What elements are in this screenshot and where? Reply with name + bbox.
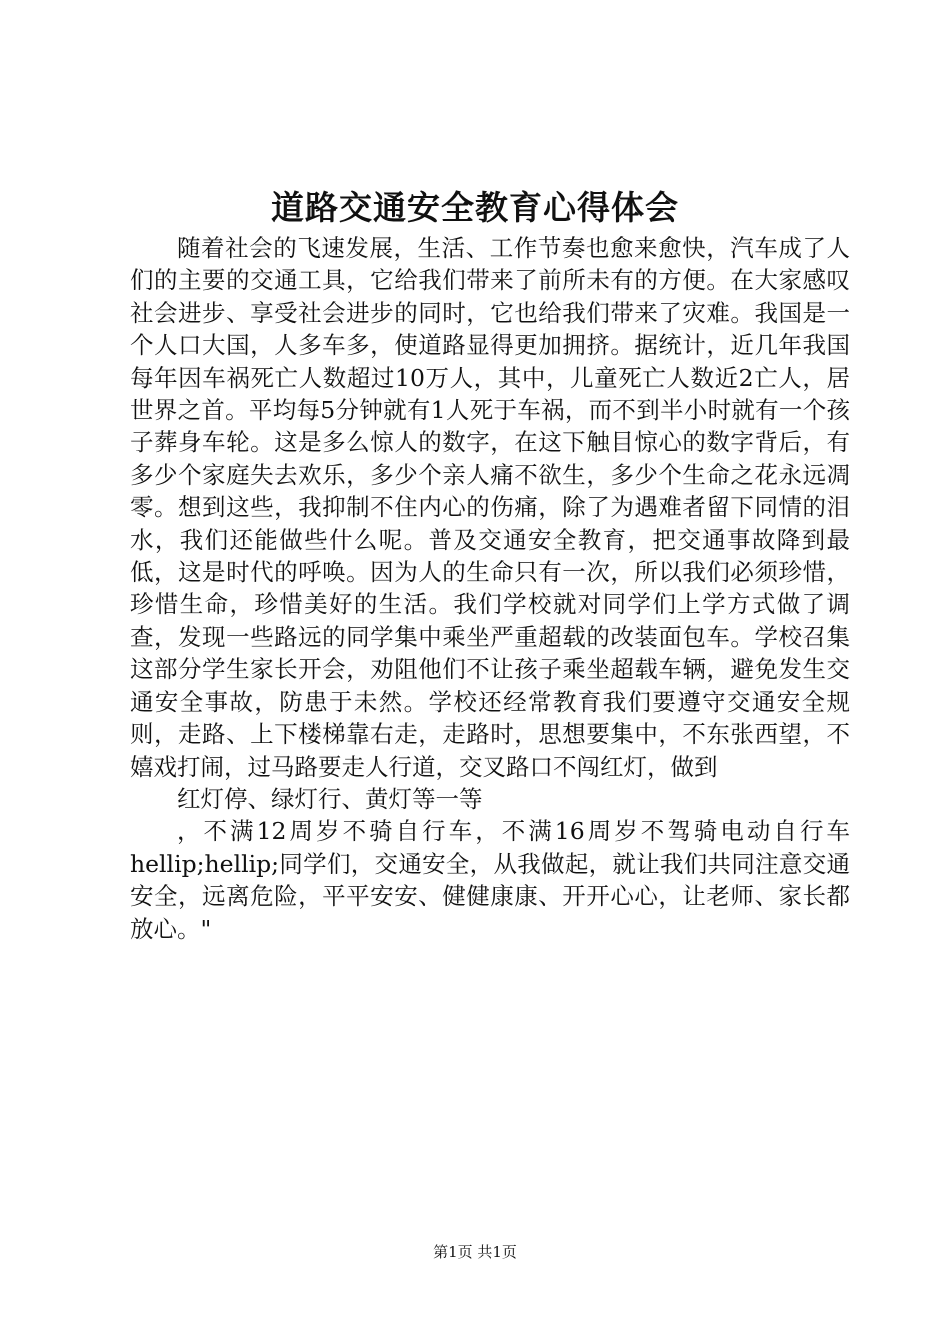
document-body — [130, 232, 850, 945]
paragraph-main: 随着社会的飞速发展，生活、工作节奏也愈来愈快，汽车成了人们的主要的交通工具，它给我们带来了前所未有的方便。在大家感叹社会进步、享受社会进步的同时，它也给我们带来了灾难。我国是一个人口大国，人多车多，使道路显得更加拥挤。据统计，近几年我国每年因车祸死亡人数超过10万人，其中，儿童死亡人数近2亡人，居世界之首。平均每5分钟就有1人死于车祸，而不到半小时就有一个孩子葬身车轮。这是多么惊人的数字，在这下触目惊心的数字背后，有多少个家庭失去欢乐，多少个亲人痛不欲生，多少个生命之花永远凋零。想到这些，我抑制不住内心的伤痛，除了为遇难者留下同情的泪水，我们还能做些什么呢。普及交通安全教育，把交通事故降到最低，这是时代的呼唤。因为人的生命只有一次，所以我们必须珍惜，珍惜生命，珍惜美好的生活。我们学校就对同学们上学方式做了调查，发现一些路远的同学集中乘坐严重超载的改装面包车。学校召集这部分学生家长开会，劝阻他们不让孩子乘坐超载车辆，避免发生交通安全事故，防患于未然。学校还经常教育我们要遵守交通安全规则，走路、上下楼梯靠右走，走路时，思想要集中，不东张西望，不嬉戏打闹，过马路要走人行道，交叉路口不闯红灯，做到 — [130, 234, 850, 781]
page-footer: 第1页 共1页 — [433, 1243, 517, 1261]
paragraph-traffic-rule: 红灯停、绿灯行、黄灯等一等 — [177, 784, 483, 813]
paragraph-closing: ，不满12周岁不骑自行车，不满16周岁不驾骑电动自行车hellip;hellip;同学们，交通安全，从我做起，就让我们共同注意交通安全，远离危险，平平安安、健健康康、开开心心，让老师、家长都放心。" — [130, 817, 850, 943]
document-title: 道路交通安全教育心得体会 — [271, 188, 679, 227]
